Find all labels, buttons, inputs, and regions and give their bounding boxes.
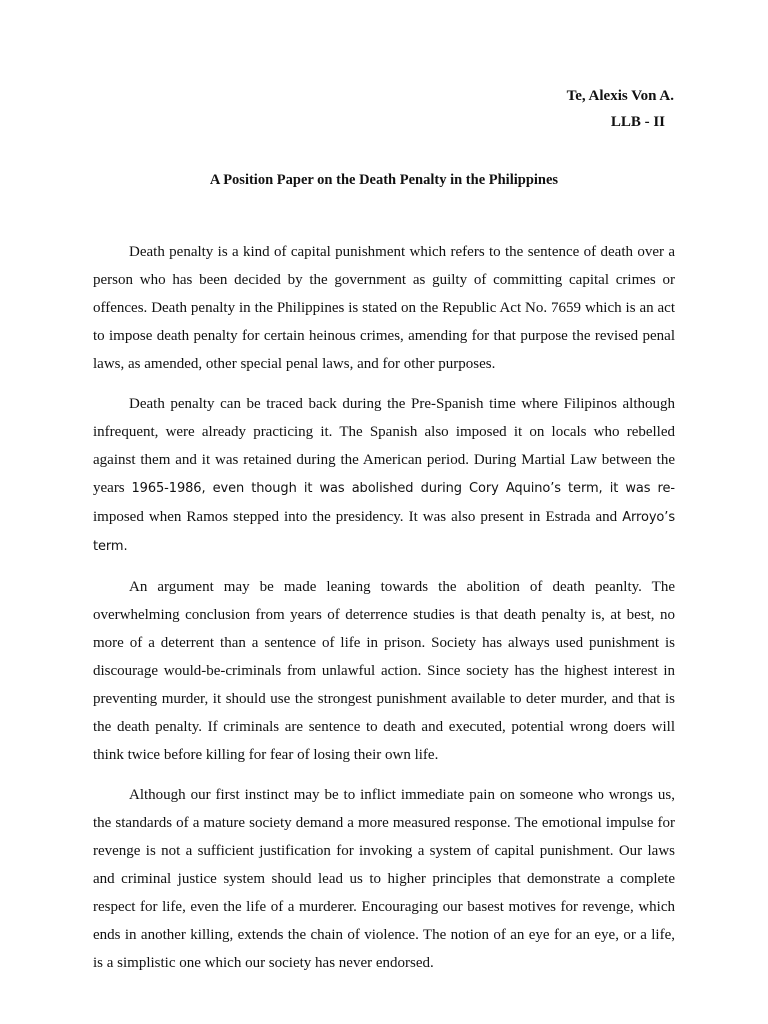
paragraph-2-sans-text-a: 1965-1986, even though it was abolished during Cory Aquino’s term, it was re- (131, 481, 675, 496)
paragraph-4: Although our first instinct may be to inflict immediate pain on someone who wrongs us, the standards of a mature society demand a more measured response. The emotional impulse for revenge is not a sufficient justification for invoking a system of capital punishment. Our laws and criminal justice system should lead us to higher principles that demonstrate a complete respect for life, even the life of a murderer. Encouraging our basest motives for revenge, which ends in another killing, extends the chain of violence. The notion of an eye for an eye, or a life, is a simplistic one which our society has never endorsed. (93, 787, 675, 971)
author-name: Te, Alexis Von A. (566, 88, 674, 104)
paragraph-3: An argument may be made leaning towards the abolition of death peanlty. The overwhelming conclusion from years of deterrence studies is that death penalty is, at best, no more of a deterrent than a sentence of life in prison. Society has always used punishment is discourage would-be-criminals from unlawful action. Since society has the highest interest in preventing murder, it should use the strongest punishment available to deter murder, and that is the death penalty. If criminals are sentence to death and executed, potential wrong doers will think twice before killing for fear of losing their own life. (93, 579, 675, 763)
document-body (93, 238, 675, 989)
paragraph-2-text-b: imposed when Ramos stepped into the presidency. It was also present in Estrada and (93, 509, 623, 525)
course-level: LLB - II (610, 114, 665, 130)
paper-title: A Position Paper on the Death Penalty in the Philippines (209, 172, 559, 188)
paragraph-2 (93, 390, 675, 561)
paragraph-2-sans-text-b: Arroyo’s term. (93, 510, 675, 554)
paragraph-2-text-a: Death penalty can be traced back during the Pre-Spanish time where Filipinos although infrequent, were already practicing it. The Spanish also imposed it on locals who rebelled against them and it was retained during the American period. During Martial Law between the years (93, 396, 675, 496)
paragraph-1: Death penalty is a kind of capital punishment which refers to the sentence of death over a person who has been decided by the government as guilty of committing capital crimes or offences. Death penalty in the Philippines is stated on the Republic Act No. 7659 which is an act to impose death penalty for certain heinous crimes, amending for that purpose the revised penal laws, as amended, other special penal laws, and for other purposes. (93, 244, 675, 372)
